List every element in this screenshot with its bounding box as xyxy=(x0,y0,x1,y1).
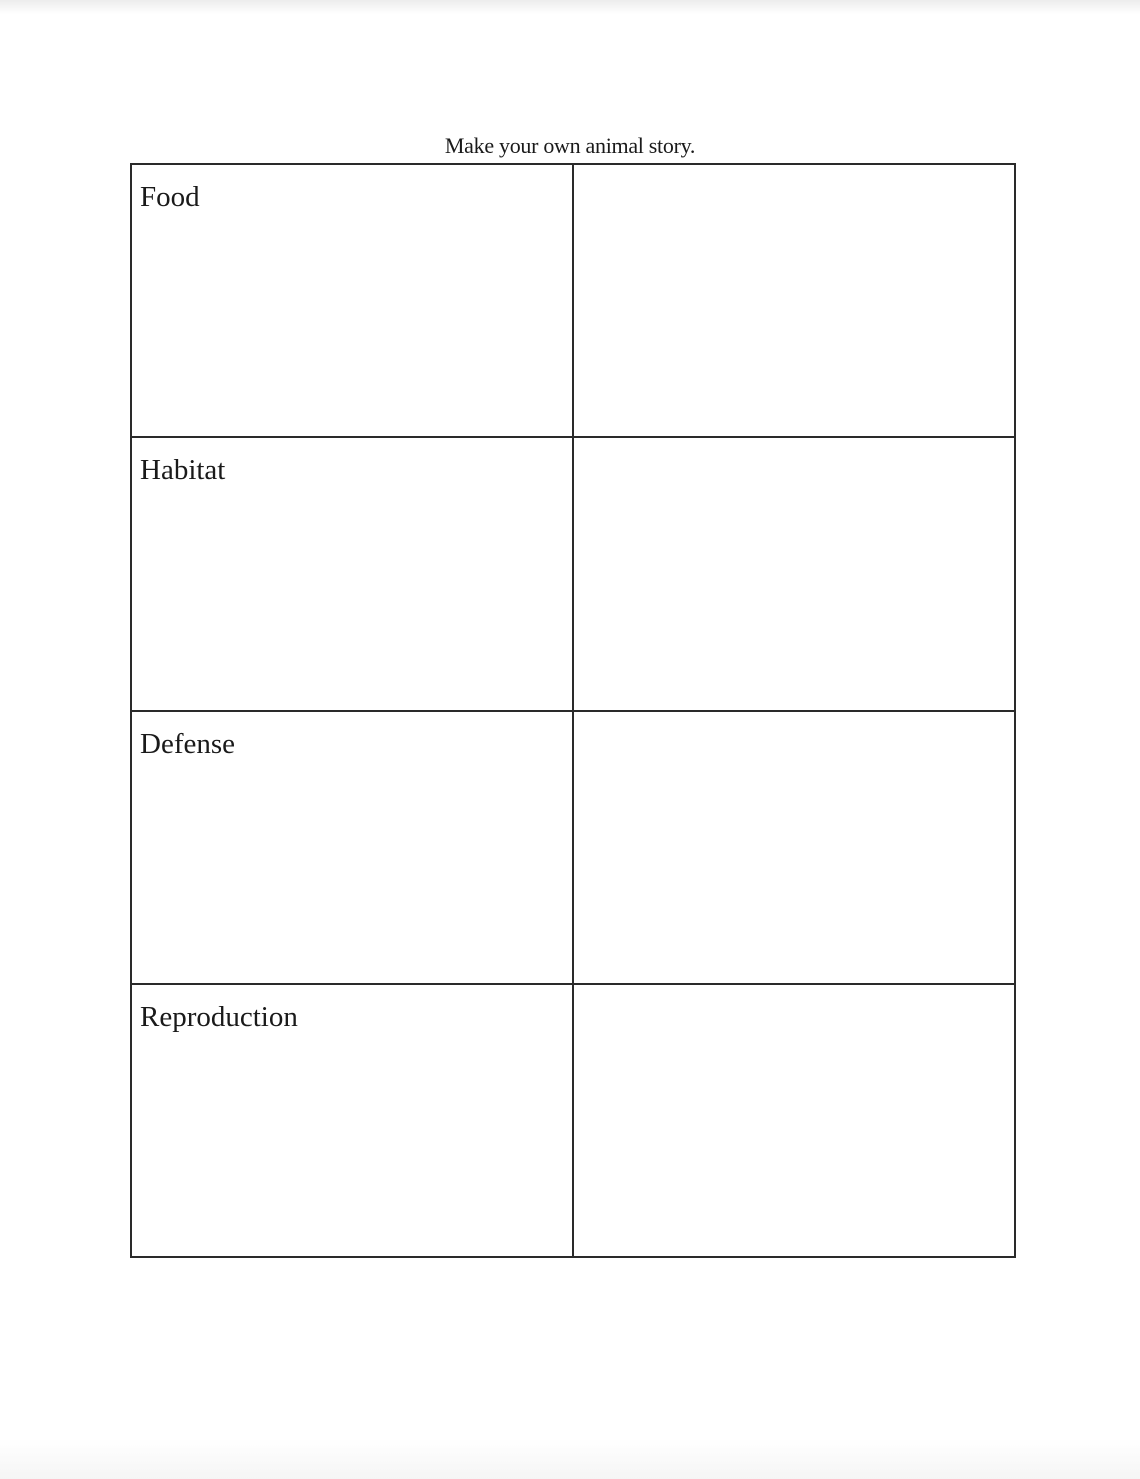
row-label-reproduction: Reproduction xyxy=(140,1000,298,1033)
answer-cell-reproduction[interactable] xyxy=(573,984,1015,1257)
answer-cell-habitat[interactable] xyxy=(573,437,1015,710)
label-cell-reproduction xyxy=(131,984,573,1257)
row-label-habitat: Habitat xyxy=(140,454,226,487)
label-cell-habitat xyxy=(131,437,573,710)
page-top-edge xyxy=(0,0,1140,14)
animal-story-table xyxy=(130,163,1016,1258)
answer-cell-defense[interactable] xyxy=(573,711,1015,984)
page-bottom-edge xyxy=(0,1439,1140,1479)
table-row-food xyxy=(131,164,1015,437)
table-row-reproduction xyxy=(131,984,1015,1257)
table-row-defense xyxy=(131,711,1015,984)
table-row-habitat xyxy=(131,437,1015,710)
worksheet-title: Make your own animal story. xyxy=(444,133,696,158)
label-cell-defense xyxy=(131,711,573,984)
label-cell-food xyxy=(131,164,573,437)
answer-cell-food[interactable] xyxy=(573,164,1015,437)
row-label-defense: Defense xyxy=(140,727,236,760)
row-label-food: Food xyxy=(140,181,200,213)
